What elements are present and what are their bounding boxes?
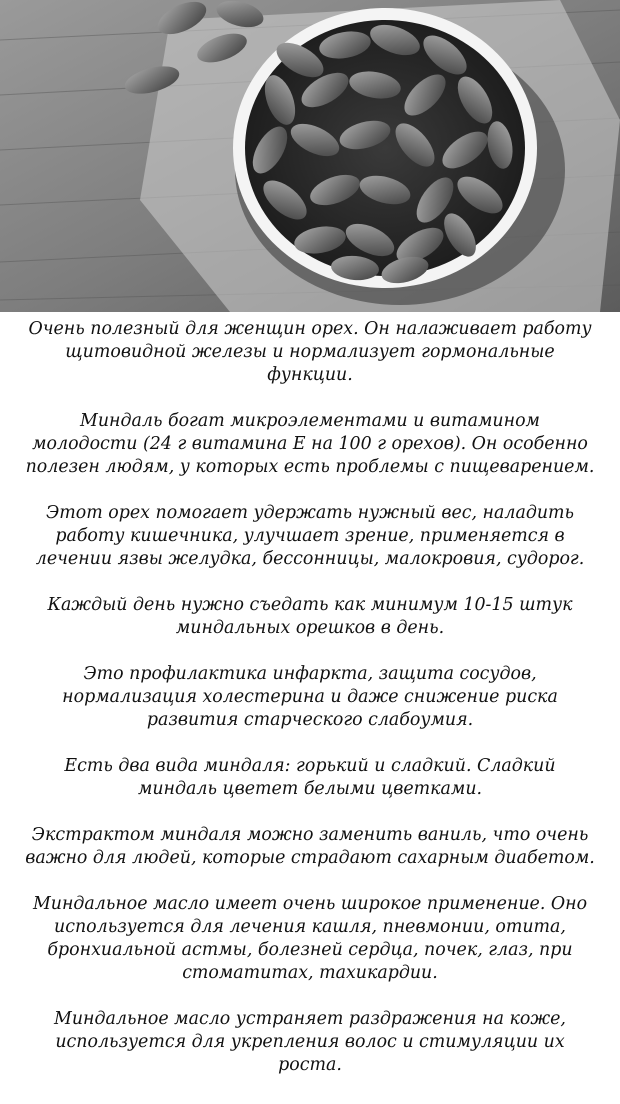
almond-bowl-photo [0, 0, 620, 312]
paragraph [0, 1008, 620, 1077]
paragraph [0, 663, 620, 732]
text-line: Каждый день нужно съедать как минимум 10-15 штук [47, 595, 573, 615]
text-line: Экстрактом миндаля можно заменить ваниль, что очень [31, 825, 589, 845]
text-line: Миндальное масло устраняет раздражения на коже, [54, 1009, 566, 1029]
text-line: роста. [278, 1055, 342, 1075]
text-line: работу кишечника, улучшает зрение, применяется в [55, 526, 565, 546]
text-line: щитовидной железы и нормализует гормональные [65, 342, 555, 362]
text-line: Этот орех помогает удержать нужный вес, наладить [45, 503, 574, 523]
text-line: бронхиальной астмы, болезней сердца, почек, глаз, при [47, 940, 573, 960]
text-line: Миндальное масло имеет очень широкое применение. Оно [32, 894, 588, 914]
text-line: стоматитах, тахикардии. [182, 963, 438, 983]
paragraph [0, 893, 620, 985]
paragraph [0, 824, 620, 870]
text-line: Это профилактика инфаркта, защита сосудов, [83, 664, 537, 684]
paragraph [0, 502, 620, 571]
text-line: миндаль цветет белыми цветками. [137, 779, 483, 799]
paragraph [0, 755, 620, 801]
text-line: нормализация холестерина и даже снижение риска [62, 687, 558, 707]
text-line: важно для людей, которые страдают сахарным диабетом. [25, 848, 595, 868]
text-line: лечении язвы желудка, бессонницы, малокровия, судорог. [35, 549, 585, 569]
paragraph [0, 594, 620, 640]
text-line: используется для укрепления волос и стимуляции их [55, 1032, 565, 1052]
text-line: полезен людям, у которых есть проблемы с пищеварением. [25, 457, 595, 477]
paragraph [0, 410, 620, 479]
text-line: миндальных орешков в день. [175, 618, 445, 638]
text-line: молодости (24 г витамина Е на 100 г орехов). Он особенно [32, 434, 588, 454]
text-line: развития старческого слабоумия. [146, 710, 474, 730]
text-line: Миндаль богат микроэлементами и витамином [80, 411, 540, 431]
text-line: используется для лечения кашля, пневмонии, отита, [54, 917, 566, 937]
text-line: Есть два вида миндаля: горький и сладкий. Сладкий [64, 756, 556, 776]
text-line: функции. [267, 365, 353, 385]
article-text [0, 318, 620, 1100]
paragraph [0, 318, 620, 387]
text-line: Очень полезный для женщин орех. Он налаживает работу [28, 319, 592, 339]
